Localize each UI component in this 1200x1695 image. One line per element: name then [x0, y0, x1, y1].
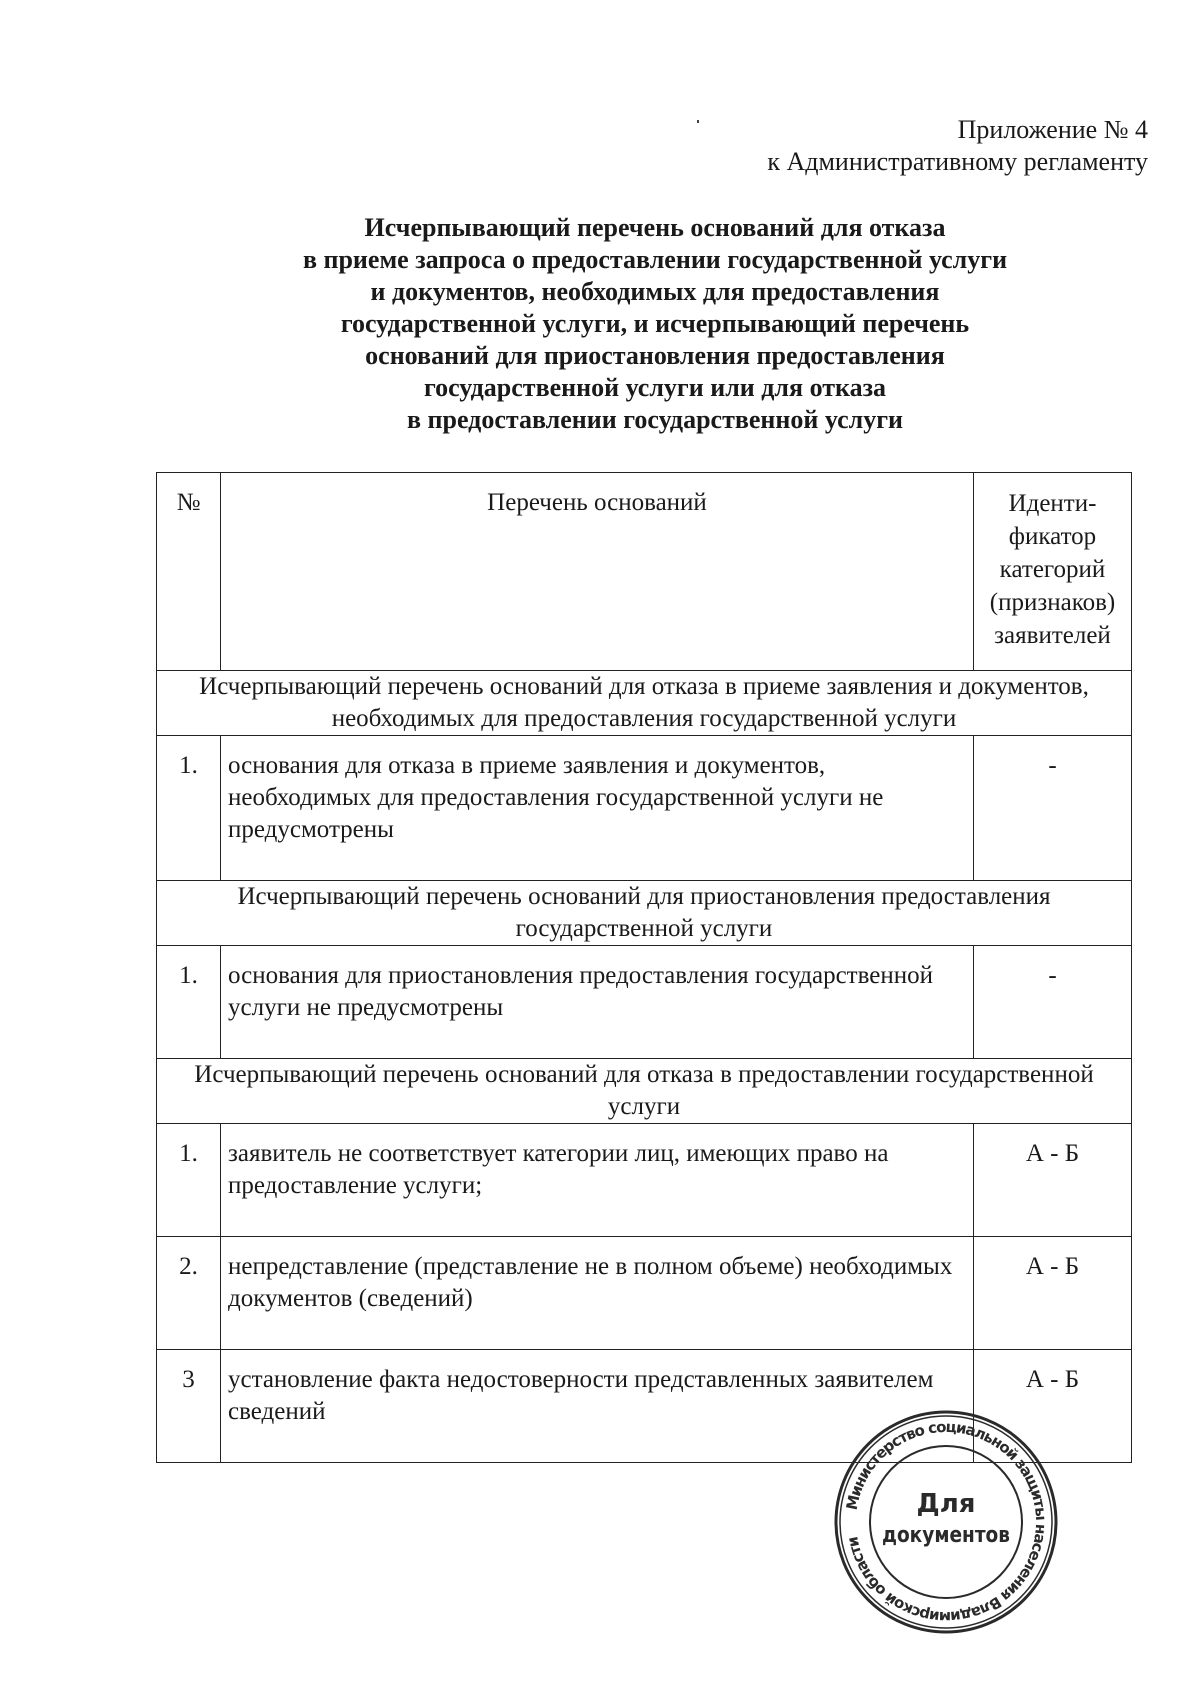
- title-line: Исчерпывающий перечень оснований для отказа: [364, 213, 946, 242]
- section-title: Исчерпывающий перечень оснований для отказа в приеме заявления и документов, необходимых для предоставления государственной услуги: [157, 671, 1132, 736]
- row-number: 2.: [157, 1237, 221, 1350]
- header-identifier-line: фикатор: [1008, 523, 1097, 550]
- stamp-ring-text: Министерство социальной защиты населения Владимирской области: [842, 1417, 1051, 1627]
- title-line: в предоставлении государственной услуги: [406, 405, 903, 434]
- header-identifier: [974, 473, 1132, 671]
- appendix-note: [767, 114, 1148, 178]
- header-number: №: [157, 473, 221, 671]
- title-line: в приеме запроса о предоставлении государственной услуги: [302, 245, 1008, 274]
- document-title: [160, 212, 1150, 436]
- title-line: государственной услуги, и исчерпывающий перечень: [340, 309, 970, 338]
- header-grounds: Перечень оснований: [221, 473, 974, 671]
- appendix-number: Приложение № 4: [957, 115, 1148, 144]
- header-identifier-line: категорий: [999, 556, 1106, 583]
- stamp-outer-ring-inner: [840, 1416, 1052, 1628]
- row-identifier: А - Б: [974, 1237, 1132, 1350]
- section-row: [157, 1059, 1132, 1124]
- row-text: непредставление (представление не в полном объеме) необходимых документов (сведений): [221, 1237, 974, 1350]
- row-text: установление факта недостоверности представленных заявителем сведений: [221, 1350, 974, 1463]
- title-line: государственной услуги или для отказа: [423, 373, 887, 402]
- row-number: 1.: [157, 736, 221, 881]
- title-line: и документов, необходимых для предоставления: [370, 277, 940, 306]
- row-text: основания для приостановления предоставления государственной услуги не предусмотрены: [221, 946, 974, 1059]
- row-identifier: А - Б: [974, 1124, 1132, 1237]
- row-identifier: А - Б: [974, 1350, 1132, 1463]
- stamp-inner-ring: [870, 1446, 1022, 1598]
- row-identifier: -: [974, 736, 1132, 881]
- table-header-row: [157, 473, 1132, 671]
- row-number: 3: [157, 1350, 221, 1463]
- section-row: [157, 671, 1132, 736]
- section-title: Исчерпывающий перечень оснований для приостановления предоставления государственной услуги: [157, 881, 1132, 946]
- grounds-table: [156, 472, 1132, 1463]
- header-identifier-line: Иденти-: [1008, 490, 1097, 517]
- stamp-center-line1: Для: [916, 1489, 976, 1519]
- table-row: [157, 736, 1132, 881]
- appendix-reference: к Административному регламенту: [767, 147, 1148, 176]
- stamp-center-line2: документов: [882, 1523, 1010, 1548]
- row-number: 1.: [157, 946, 221, 1059]
- row-text: заявитель не соответствует категории лиц, имеющих право на предоставление услуги;: [221, 1124, 974, 1237]
- section-title: Исчерпывающий перечень оснований для отказа в предоставлении государственной услуги: [157, 1059, 1132, 1124]
- title-line: оснований для приостановления предоставления: [365, 341, 945, 370]
- table-row: [157, 946, 1132, 1059]
- header-identifier-line: (признаков): [989, 589, 1116, 616]
- table-row: [157, 1237, 1132, 1350]
- row-number: 1.: [157, 1124, 221, 1237]
- row-text: основания для отказа в приеме заявления и документов, необходимых для предоставления государственной услуги не предусмотрены: [221, 736, 974, 881]
- official-stamp: [832, 1408, 1060, 1636]
- row-identifier: -: [974, 946, 1132, 1059]
- scan-speck: [697, 120, 699, 123]
- header-identifier-line: заявителей: [994, 622, 1111, 649]
- table-row: [157, 1124, 1132, 1237]
- section-row: [157, 881, 1132, 946]
